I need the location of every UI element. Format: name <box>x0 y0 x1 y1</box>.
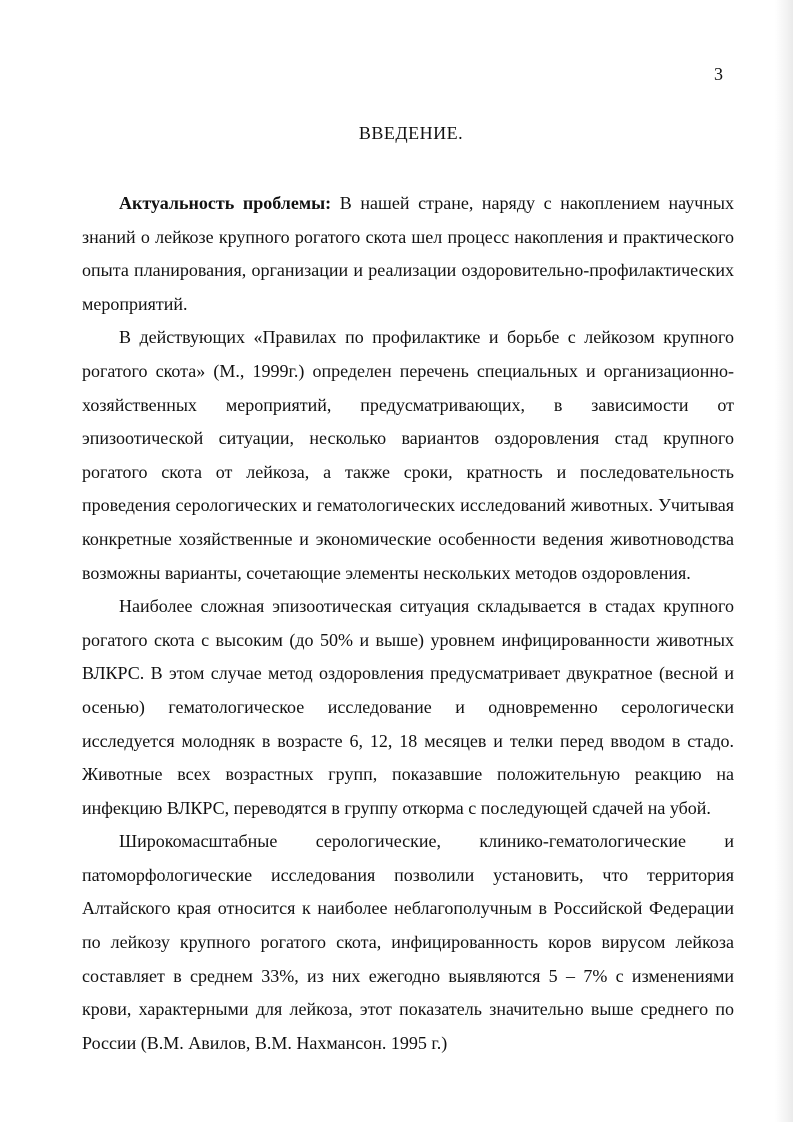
paragraph-text: В нашей стране, наряду с накоплением научных знаний о лейкозе крупного рогатого скота шел процесс накопления и практического опыта планирования, организации и реализации оздоровительно-профилактических мероприятий. <box>82 193 734 314</box>
page-title: ВВЕДЕНИЕ. <box>358 123 464 143</box>
paragraph-2: В действующих «Правилах по профилактике и борьбе с лейкозом крупного рогатого скота» (М., 1999г.) определен перечень специальных и организационно-хозяйственных мероприятий, предусматривающих, в зависимости от эпизоотической ситуации, несколько вариантов оздоровления стад крупного рогатого скота от лейкоза, а также сроки, кратность и последовательность проведения серологических и гематологических исследований животных. Учитывая конкретные хозяйственные и экономические особенности ведения животноводства возможны варианты, сочетающие элементы нескольких методов оздоровления. <box>82 327 734 583</box>
page-edge-shadow <box>775 0 793 1122</box>
body-text <box>82 187 734 1060</box>
page-number: 3 <box>714 64 723 84</box>
paragraph-lead: Актуальность проблемы: <box>119 193 332 213</box>
paragraph-1 <box>82 187 734 321</box>
paragraph-3: Наиболее сложная эпизоотическая ситуация складывается в стадах крупного рогатого скота с высоким (до 50% и выше) уровнем инфицированности животных ВЛКРС. В этом случае метод оздоровления предусматривает двукратное (весной и осенью) гематологическое исследование и одновременно серологически исследуется молодняк в возрасте 6, 12, 18 месяцев и телки перед вводом в стадо. Животные всех возрастных групп, показавшие положительную реакцию на инфекцию ВЛКРС, переводятся в группу откорма с последующей сдачей на убой. <box>82 596 734 818</box>
paragraph-4: Широкомасштабные серологические, клинико-гематологические и патоморфологические исследования позволили установить, что территория Алтайского края относится к наиболее неблагополучным в Российской Федерации по лейкозу крупного рогатого скота, инфицированность коров вирусом лейкоза составляет в среднем 33%, из них ежегодно выявляются 5 – 7% с изменениями крови, характерными для лейкоза, этот показатель значительно выше среднего по России (В.М. Авилов, В.М. Нахмансон. 1995 г.) <box>82 831 734 1053</box>
